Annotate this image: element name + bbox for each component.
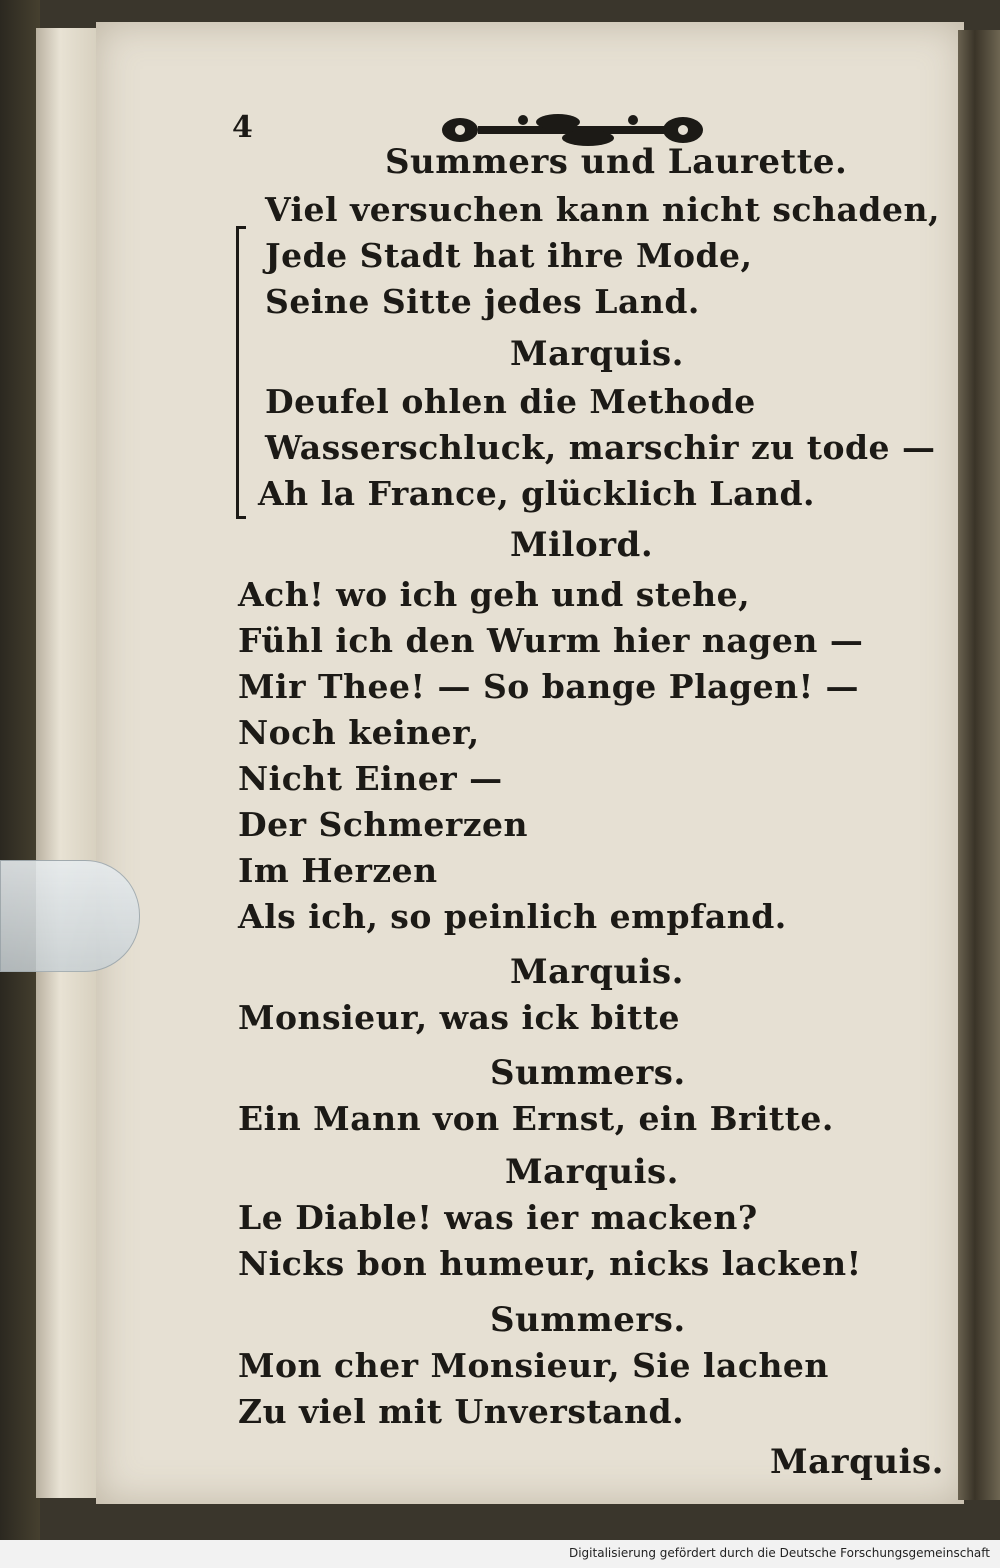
- verse-line: Als ich, so peinlich empfand.: [238, 897, 787, 936]
- verse-line: Monsieur, was ick bitte: [238, 998, 681, 1037]
- verse-line: Jede Stadt hat ihre Mode,: [265, 236, 753, 275]
- verse-line: Noch keiner,: [238, 713, 480, 752]
- bracket-bottom: [236, 516, 246, 519]
- verse-line: Ach! wo ich geh und stehe,: [238, 575, 751, 614]
- verse-line: Mon cher Monsieur, Sie lachen: [238, 1346, 829, 1385]
- verse-line: Nicks bon humeur, nicks lacken!: [238, 1244, 862, 1283]
- verse-line: Fühl ich den Wurm hier nagen —: [238, 621, 864, 660]
- page-number: 4: [232, 110, 253, 145]
- speaker-name: Summers.: [490, 1053, 686, 1093]
- verse-line: Der Schmerzen: [238, 805, 528, 844]
- speaker-name: Summers.: [490, 1300, 686, 1340]
- verse-line: Deufel ohlen die Methode: [265, 382, 756, 421]
- verse-line: Ein Mann von Ernst, ein Britte.: [238, 1099, 834, 1138]
- verse-line: Zu viel mit Unverstand.: [238, 1392, 685, 1431]
- speaker-name: Marquis.: [770, 1442, 944, 1482]
- speaker-name: Milord.: [510, 525, 654, 565]
- verse-line: Nicht Einer —: [238, 759, 503, 798]
- verse-line: Ah la France, glücklich Land.: [258, 474, 816, 513]
- speaker-name: Marquis.: [510, 334, 684, 374]
- page-edges: [36, 28, 97, 1498]
- speaker-name: Summers und Laurette.: [385, 142, 848, 182]
- verse-line: Wasserschluck, marschir zu tode —: [265, 428, 936, 467]
- verse-bracket: [236, 228, 249, 518]
- book-cover-left: [0, 0, 40, 1568]
- book-spine: [958, 30, 1000, 1500]
- verse-line: Seine Sitte jedes Land.: [265, 282, 700, 321]
- verse-line: Im Herzen: [238, 851, 438, 890]
- speaker-name: Marquis.: [505, 1152, 679, 1192]
- verse-line: Mir Thee! — So bange Plagen! —: [238, 667, 860, 706]
- footer-credit: Digitalisierung gefördert durch die Deutsche Forschungsgemeinschaft: [568, 1546, 990, 1560]
- speaker-name: Marquis.: [510, 952, 684, 992]
- verse-line: Viel versuchen kann nicht schaden,: [265, 190, 940, 229]
- page-clip: [0, 860, 140, 972]
- verse-line: Le Diable! was ier macken?: [238, 1198, 758, 1237]
